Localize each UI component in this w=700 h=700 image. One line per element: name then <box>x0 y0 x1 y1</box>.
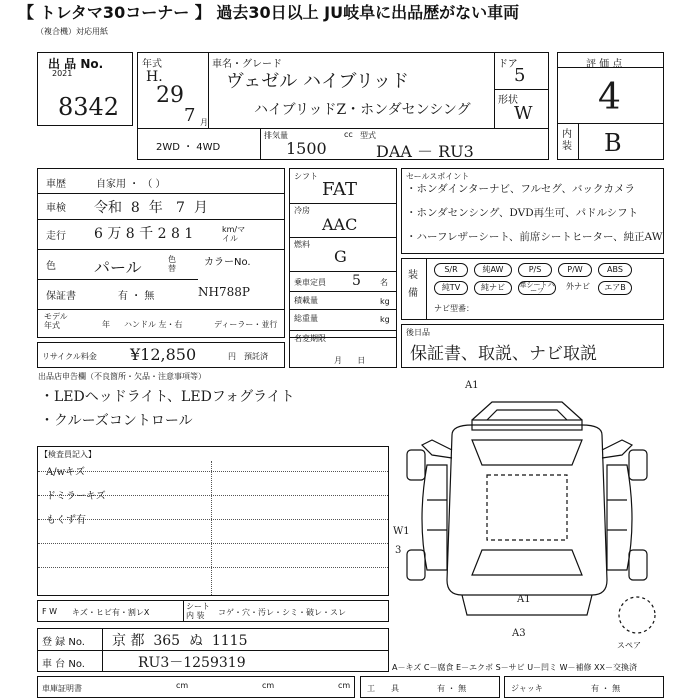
mileage-label: 走行 <box>46 231 66 242</box>
shift-value: FAT <box>322 179 357 200</box>
load-unit: kg <box>380 297 390 306</box>
displacement-value: 1500 <box>286 139 327 158</box>
weight-label: 総重量 <box>294 314 318 323</box>
garage-cm-3: cm <box>338 681 351 690</box>
header-subtitle: （複合機）対応用紙 <box>36 27 108 36</box>
after-box <box>401 324 664 368</box>
interior-label: 内装 <box>562 129 572 152</box>
fw-row <box>37 600 389 622</box>
footer-tools <box>360 676 500 698</box>
model-year-unit: 年 <box>102 320 110 329</box>
declaration-label: 出品店申告欄（不良箇所・欠品・注意事項等） <box>38 372 206 381</box>
capacity-unit: 名 <box>380 278 388 287</box>
displacement-label: 排気量 <box>264 131 288 140</box>
history-options: 自家用 ・ （ ） <box>96 179 166 190</box>
garage-cm-2: cm <box>262 681 275 690</box>
capacity-value: 5 <box>352 273 361 289</box>
recycle-unit: 円 <box>228 352 236 361</box>
ac-value: AAC <box>322 215 358 234</box>
shape-label: 形状 <box>498 95 518 106</box>
fw-label: F W <box>42 607 58 616</box>
after-value: 保証書、取説、ナビ取説 <box>410 344 597 364</box>
registration-label: 年式 <box>142 59 162 70</box>
damage-legend: A－キズ C－腐食 E－エクボ S－サビ U－凹ミ W－補修 XX－交換済 <box>392 663 638 672</box>
top-block <box>137 52 549 160</box>
inspection-value: 令和 8 年 7 月 <box>94 200 208 216</box>
footer-garage <box>37 676 355 698</box>
equip-ps: P/S <box>518 263 552 277</box>
color-no-label: カラーNo. <box>204 257 251 268</box>
mileage-unit: km/マイル <box>222 225 246 243</box>
recycle-label: リサイクル料金 <box>42 352 97 361</box>
inspector-label: 【検査員記入】 <box>40 450 96 459</box>
sales-points-box <box>401 168 664 254</box>
dealer-label: ディーラー・並行 <box>214 320 278 329</box>
warranty-label: 保証書 <box>46 291 76 302</box>
fw-text: キズ・ヒビ有・割レX <box>72 608 150 617</box>
tool-value: 有 ・ 無 <box>437 684 467 693</box>
handle-label: ハンドル 左・右 <box>124 320 183 329</box>
equip-aw: 純AW <box>474 263 512 277</box>
garage-label: 車庫証明書 <box>42 684 82 693</box>
registration-year: 29 <box>156 83 184 108</box>
history-label: 車歴 <box>46 179 66 190</box>
sales-point-3: ・ハーフレザーシート、前席シートヒーター、純正AW <box>406 231 663 243</box>
shift-block <box>289 168 397 338</box>
navi-type-label: ナビ型番： <box>434 304 474 313</box>
load-label: 積載量 <box>294 296 318 305</box>
tool-label: 工 具 <box>367 684 399 693</box>
color-note: 色替 <box>168 255 176 273</box>
plate-value: 京 都 365 ぬ 1115 <box>112 633 248 649</box>
recycle-box <box>37 342 285 368</box>
diagram-mark-4: A1 <box>517 594 531 605</box>
expiry-unit: 月 日 <box>334 356 366 365</box>
equip-navi: 純ナビ <box>474 281 512 295</box>
expiry-label: 名変期限 <box>294 334 326 343</box>
plate-box <box>37 628 389 672</box>
fuel-value: G <box>334 247 347 266</box>
recycle-note: 預託済 <box>244 352 268 361</box>
declaration-line-1: ・LEDヘッドライト、LEDフォグライト <box>40 389 295 405</box>
inspection-label: 車検 <box>46 203 66 214</box>
shape-value: W <box>514 103 533 124</box>
color-value: パール <box>94 258 142 277</box>
registration-month-unit: 月 <box>200 118 208 127</box>
lot-box <box>37 52 133 126</box>
diagram-mark-1: A1 <box>465 380 479 391</box>
garage-cm-1: cm <box>176 681 189 690</box>
equipment-label: 装備 <box>408 270 418 299</box>
drive-label: 2WD ・ 4WD <box>156 142 221 153</box>
diagram-mark-5: A3 <box>512 628 526 639</box>
vehicle-name: ヴェゼル ハイブリッド <box>226 71 410 92</box>
equip-ext-navi: 外ナビ <box>566 282 590 291</box>
sales-point-2: ・ホンダセンシング、DVD再生可、パドルシフト <box>406 207 639 219</box>
equip-sr: S/R <box>434 263 468 277</box>
score-value: 4 <box>598 77 621 118</box>
equip-pw: P/W <box>558 263 592 277</box>
lot-year: 2021 <box>52 69 73 78</box>
diagram-mark-2: W1 <box>393 526 410 537</box>
registration-era: H. <box>146 69 163 85</box>
equip-tv: 純TV <box>434 281 468 295</box>
vehicle-grade: ハイブリッドZ・ホンダセンシング <box>254 102 471 118</box>
diagram-mark-3: 3 <box>395 545 402 556</box>
weight-unit: kg <box>380 315 390 324</box>
footer-jack <box>504 676 664 698</box>
inspector-line-2: ドミラーキズ <box>46 491 106 502</box>
model-value: DAA － RU3 <box>376 142 474 161</box>
chassis-value: RU3－1259319 <box>138 655 246 671</box>
seat-label: シート内 装 <box>186 602 210 620</box>
door-label: ドア <box>498 59 518 70</box>
jack-value: 有 ・ 無 <box>591 684 621 693</box>
color-label: 色 <box>46 261 56 272</box>
equipment-box <box>401 258 664 320</box>
ac-label: 冷房 <box>294 206 310 215</box>
plate-label: 登 録 No. <box>42 637 85 648</box>
inspector-line-1: A/wキズ <box>46 467 85 478</box>
inspector-box <box>37 446 389 596</box>
sales-point-1: ・ホンダインターナビ、フルセグ、バックカメラ <box>406 183 636 195</box>
sales-points-label: セールスポイント <box>406 172 470 181</box>
lot-label: 出 品 No. <box>48 57 104 71</box>
warranty-value: 有 ・ 無 <box>118 291 155 302</box>
expiry-box <box>289 330 397 368</box>
shift-label: シフト <box>294 172 318 181</box>
declaration-line-2: ・クルーズコントロール <box>40 413 193 429</box>
car-diagram <box>392 380 692 650</box>
equip-abs: ABS <box>598 263 632 277</box>
capacity-label: 乗車定員 <box>294 278 326 287</box>
score-box <box>557 52 664 160</box>
fuel-label: 燃料 <box>294 240 310 249</box>
chassis-label: 車 台 No. <box>42 659 85 670</box>
recycle-value: ¥12,850 <box>130 345 197 364</box>
lot-number: 8342 <box>58 93 120 121</box>
score-label: 評 価 点 <box>586 59 623 70</box>
interior-value: B <box>604 129 622 157</box>
vehicle-name-label: 車名・グレード <box>212 59 282 70</box>
spare-label: スペア <box>617 641 641 650</box>
color-no-value: NH788P <box>198 285 250 299</box>
history-block <box>37 168 285 338</box>
header-banner: 【 トレタマ30コーナー 】 過去30日以上 JU岐阜に出品歴がない車両 <box>18 3 520 22</box>
mileage-value: 6 万 8 千 2 8 1 <box>94 226 194 242</box>
registration-month: 7 <box>184 105 196 126</box>
after-label: 後日品 <box>406 328 430 337</box>
model-year-label: モデル年式 <box>44 312 68 330</box>
equip-leather: 革シートハーフ <box>519 281 555 295</box>
model-label: 型式 <box>360 131 376 140</box>
door-value: 5 <box>514 65 526 86</box>
inspector-line-3: もくず有 <box>46 515 86 526</box>
jack-label: ジャッキ <box>511 684 543 693</box>
seat-text: コゲ・穴・汚レ・シミ・破レ・スレ <box>218 608 346 617</box>
equip-airbag: エアB <box>598 281 632 295</box>
displacement-unit: cc <box>344 130 353 139</box>
